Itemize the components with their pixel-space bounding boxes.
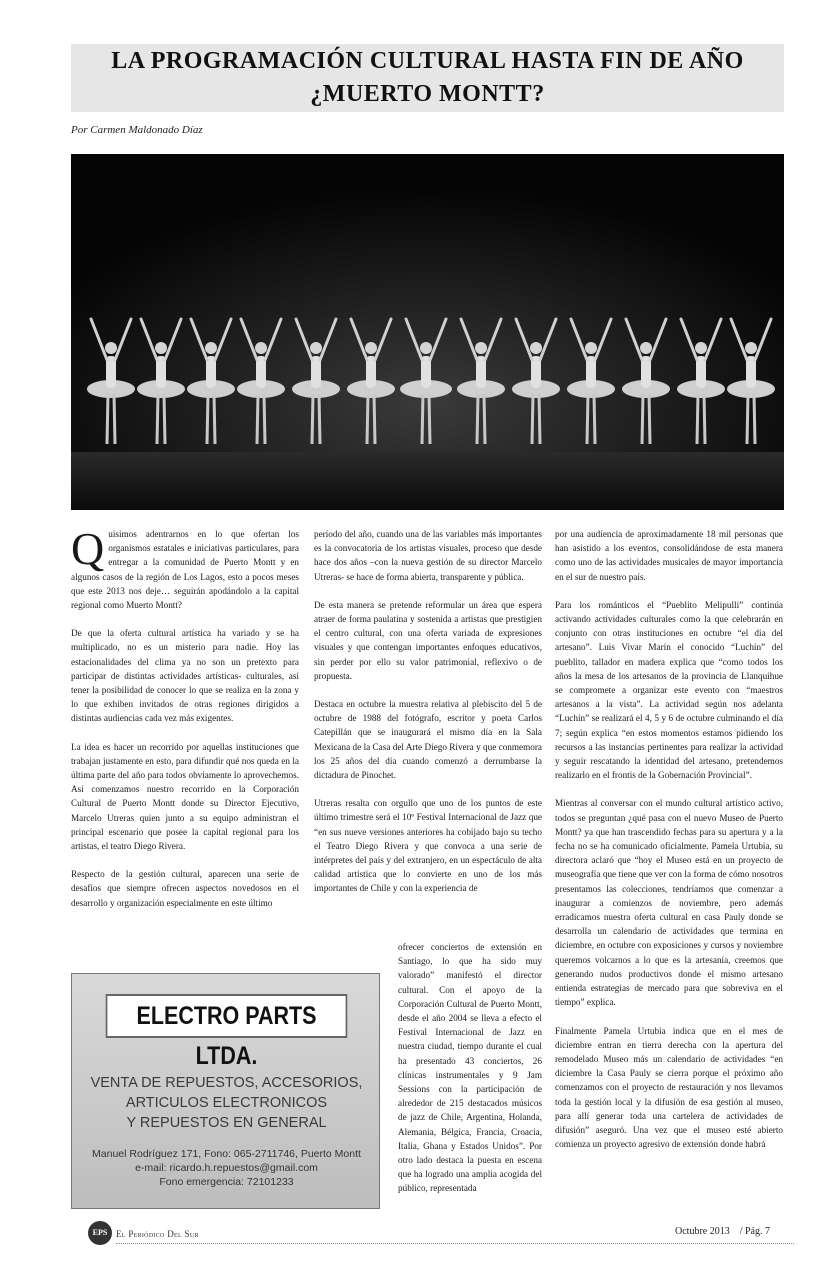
article-column-3 bbox=[555, 527, 783, 1202]
advertisement bbox=[71, 973, 380, 1209]
ad-email: e-mail: ricardo.h.repuestos@gmail.com bbox=[135, 1162, 318, 1174]
ballet-photo bbox=[71, 154, 784, 510]
byline: Por Carmen Maldonado Díaz bbox=[71, 124, 203, 136]
ad-line-2: ARTICULOS ELECTRONICOS bbox=[125, 1095, 328, 1111]
ad-line-1: VENTA DE REPUESTOS, ACCESORIOS, bbox=[90, 1075, 363, 1091]
article-column-1 bbox=[71, 523, 299, 947]
article-paragraph: Destaca en octubre la muestra relativa al plebiscito del 5 de octubre de 1988 del fotógrafo, escritor y poeta Carlos Catepillán que se inaugurará el mismo día en la Sala Mexicana de la Casa del Arte Diego Rivera y que conmemora los 25 años del día cuando comenzó a derrumbarse la dictadura de Pinochet. bbox=[314, 699, 542, 781]
article-paragraph: por una audiencia de aproximadamente 18 mil personas que han asistido a los eventos, consolidándose de esta manera como uno de las actividades musicales de mayor importancia en el sur de nuestro país. bbox=[555, 529, 783, 582]
headline-line-1: LA PROGRAMACIÓN CULTURAL HASTA FIN DE AÑO bbox=[111, 48, 744, 74]
ad-company-name: ELECTRO PARTS LTDA. bbox=[106, 994, 348, 1038]
publication-logo: EPS bbox=[88, 1221, 112, 1245]
article-paragraph: Mientras al conversar con el mundo cultural artístico activo, todos se preguntan ¿qué pasa con el nuevo Museo de Puerto Montt? ya que han trascendido fechas para su apertura y a la fecha no se ha comunicado oficialmente. Pamela Urtubia, su directora aclaró que “hoy el Museo está en un proyecto de museografía que tiene que ver con la forma de cómo nosotros presentamos las colecciones, tendríamos que comenzar a inaugurar a comienzos de noviembre, pero además erradicamos nuestra oferta cultural en casa Pauly donde se desarrolla un calendario de actividades que termina en diciembre, en octubre con exposiciones y cursos y noviembre queremos volcarnos a lo que es la artesanía, creemos que generando nudos productivos donde el mismo artesano entienda estrategias de mercado para que sobreviva en el tiempo” explica. bbox=[555, 798, 783, 1008]
headline-line-2: ¿MUERTO MONTT? bbox=[310, 81, 545, 107]
article-paragraph: período del año, cuando una de las variables más importantes es la convocatoria de los artistas visuales, proceso que desde hace dos años –con la nueva gestión de su director Marcelo Utreras- se hace de forma abierta, transparente y pública. bbox=[314, 529, 542, 582]
article-column-2 bbox=[314, 527, 542, 947]
article-paragraph: Finalmente Pamela Urtubia indica que en el mes de diciembre entran en tierra derecha con la apertura del remodelado Museo más un calendario de actividades “en diciembre la Casa Pauly se cierra porque el próximo año comenzamos con el proyecto de restauración y nos llevamos toda la gestión local y la difusión de esa gestión al museo, para allí generar toda una cartelera de actividades de difusión” aseguró. Una vez que el museo esté abierto comienza un proyecto agresivo de extensión donde habrá bbox=[555, 1025, 783, 1150]
ballet-dancers-image bbox=[71, 154, 784, 510]
ad-emergency-phone: Fono emergencia: 72101233 bbox=[159, 1176, 294, 1188]
article-column-2-continued bbox=[398, 940, 542, 1210]
footer-divider bbox=[116, 1243, 794, 1244]
drop-cap: Q bbox=[71, 523, 105, 574]
article-paragraph: Respecto de la gestión cultural, aparecen una serie de desafíos que siempre ofrecen aspectos novedosos en el desarrollo y organización especialmente en este último bbox=[71, 869, 299, 908]
article-paragraph: Para los románticos el “Pueblito Melipulli” continúa activando actividades culturales como la que celebrarán en conjunto con otras instituciones en octubre “el día del artesano”. Luis Vivar Marín el conocido “Luchín” del pueblito, tallador en madera explica que “como todos los años la mesa de los artesanos de la provincia de Llanquihue se compromete a organizar este evento con “maestros artesanos a la vista”. La actividad según nos adelanta “Luchín” se realizará el 4, 5 y 6 de octubre culminando el día 7; según explica “en estos momentos estamos pidiendo los recursos a las instancias pertinentes para realizar la actividad y seguir rescatando la identidad del artesano, pretendemos realizarlo en el frontis de la Gobernación Provincial”. bbox=[555, 599, 783, 781]
ad-address: Manuel Rodríguez 171, Fono: 065-2711746, Puerto Montt bbox=[92, 1148, 361, 1160]
headline bbox=[71, 44, 784, 112]
article-paragraph: Utreras resalta con orgullo que uno de los puntos de este último trimestre será el 10º Festival Internacional de Jazz que “en sus nueve versiones anteriores ha cobijado bajo su techo el Teatro Diego Rivera y que convoca a una serie de intérpretes del país y del extranjero, en un espectáculo de alta calidad artística que lo convierte en uno de los más importantes de Chile y con la experiencia de bbox=[314, 798, 542, 894]
publication-name: El Periódico Del Sur bbox=[116, 1229, 199, 1239]
article-paragraph: ofrecer conciertos de extensión en Santiago, lo que ha sido muy valorado” manifestó el director cultural. Con el apoyo de la Corporación Cultural de Puerto Montt, desde el año 2004 se lleva a efecto el Festival Internacional de Jazz en nuestra ciudad, tiempo durante el cual ha presentado 43 conciertos, 26 clínicas instrumentales y 9 Jam Sessions con la participación de alrededor de 215 destacados músicos de jazz de Chile, Argentina, Holanda, Alemania, Bélgica, Francia, Croacia, Italia, Ghana y Estados Unidos”. Por otro lado destaca la puesta en escena que ha logrado una amplia acogida del público, representada bbox=[398, 942, 542, 1194]
article-paragraph: De que la oferta cultural artística ha variado y se ha multiplicado, no es un misterio para nadie. Hoy las estacionalidades del clima ya no son un pretexto para participar de distintas actividades artísticas- culturales, así tener la posibilidad de conocer lo que se realiza en la zona y lo que exhiben invitados de otras regiones dirigidos a distintas audiencias cada vez más exigentes. bbox=[71, 628, 299, 724]
article-paragraph: De esta manera se pretende reformular un área que espera atraer de forma paulatina y sostenida a artistas que prestigien el centro cultural, con una oferta variada de expresiones visuales y que contengan importantes enfoques educativos, sin perder por ello su valor patrimonial, reflexivo o de propuesta. bbox=[314, 599, 542, 681]
page-number: Octubre 2013 / Pág. 7 bbox=[675, 1226, 770, 1237]
ad-line-3: Y REPUESTOS EN GENERAL bbox=[126, 1115, 327, 1131]
article-paragraph: Quisimos adentrarnos en lo que ofertan los organismos estatales e iniciativas particulares, para entregar a la comunidad de Puerto Montt y en algunos casos de la región de Los Lagos, esto a pocos meses que este 2013 nos deje… seguirán apodándolo a la capital regional como Muerto Montt? bbox=[71, 523, 299, 611]
article-paragraph: La idea es hacer un recorrido por aquellas instituciones que trabajan justamente en esto, para difundir qué nos queda en la última parte del año para todos obviamente lo aprovechemos. Así comenzamos nuestro recorrido en la Corporación Cultural de Puerto Montt donde su Director Ejecutivo, Marcelo Utreras quien junto a su equipo administran el principal escenario que posee la capital regional para los artistas, el teatro Diego Rivera. bbox=[71, 741, 299, 852]
